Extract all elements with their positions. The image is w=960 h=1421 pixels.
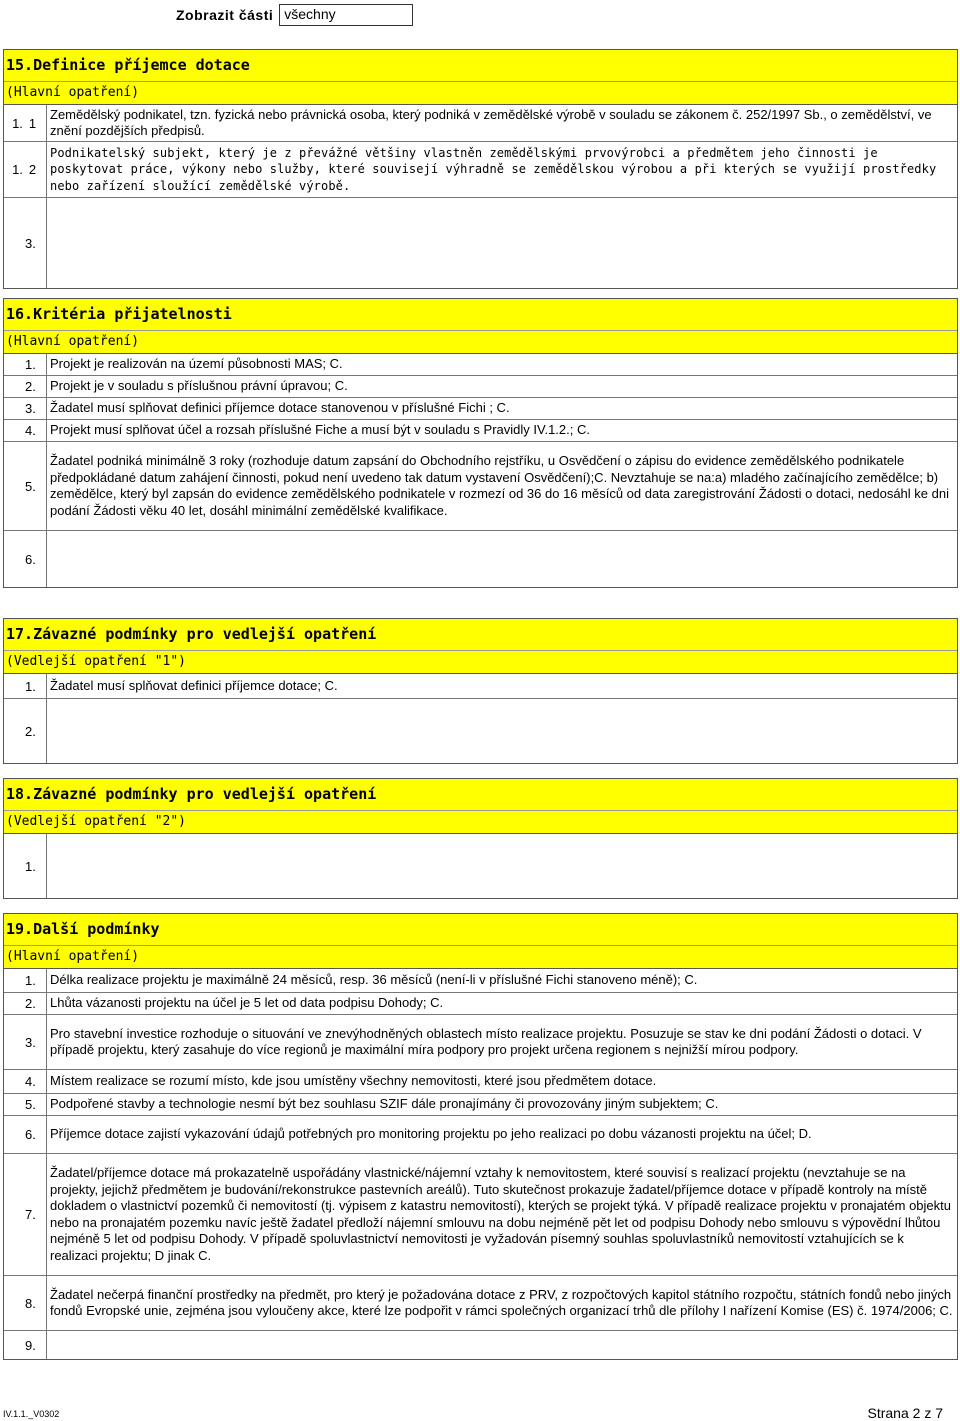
filter-bar <box>176 3 413 27</box>
row-number: 6. <box>25 1127 36 1142</box>
table-row <box>4 993 957 1015</box>
table-row <box>4 969 957 993</box>
row-number: 1. 1 <box>12 115 37 131</box>
row-number: 3. <box>25 1034 36 1050</box>
table-row <box>4 1070 957 1094</box>
row-text <box>46 834 957 898</box>
section-header <box>4 619 957 674</box>
filter-label: Zobrazit části <box>176 7 274 23</box>
footer-code: IV.1.1._V0302 <box>3 1409 60 1419</box>
section-header <box>4 50 957 105</box>
row-number: 3. <box>25 401 36 416</box>
row-text: Projekt je realizován na území působnosti MAS; C. <box>46 354 957 375</box>
row-number: 4. <box>25 1074 36 1089</box>
row-text: Podnikatelský subjekt, který je z převážné většiny vlastněn zemědělskými prvovýrobci a předmětem jeho činnosti je poskytovat práce, výkony nebo služby, které souvisejí výhradně se zemědělskou výrobou a při kterých se využijí prostředky nebo zařízení sloužící zemědělské výrobě. <box>46 142 957 197</box>
row-text: Příjemce dotace zajistí vykazování údajů potřebných pro monitoring projektu po jeho realizaci po dobu vázanosti projektu na účel; D. <box>46 1116 957 1153</box>
table-row <box>4 699 957 763</box>
row-text: Zemědělský podnikatel, tzn. fyzická nebo právnická osoba, který podniká v zemědělské výrobě v souladu se zákonem č. 252/1997 Sb., o zemědělství, ve znění pozdějších předpisů. <box>46 105 957 141</box>
section-17 <box>3 618 958 764</box>
row-text: Žadatel musí splňovat definici příjemce dotace stanovenou v příslušné Fichi ; C. <box>46 398 957 419</box>
section-18 <box>3 778 958 899</box>
row-number: 1. <box>25 357 36 372</box>
section-header <box>4 914 957 969</box>
section-19 <box>3 913 958 1360</box>
row-number: 2. <box>25 996 36 1011</box>
row-text: Lhůta vázanosti projektu na účel je 5 let od data podpisu Dohody; C. <box>46 993 957 1014</box>
section-subtitle: (Vedlejší opatření "1") <box>6 654 187 669</box>
row-number: 5. <box>25 1097 36 1112</box>
table-row <box>4 354 957 376</box>
table-row <box>4 398 957 420</box>
table-row <box>4 1331 957 1359</box>
row-number: 5. <box>25 478 36 494</box>
row-text <box>46 699 957 763</box>
section-subtitle: (Hlavní opatření) <box>6 334 140 349</box>
row-text: Délka realizace projektu je maximálně 24 měsíců, resp. 36 měsíců (není-li v příslušné Fichi stanoveno méně); C. <box>46 969 957 992</box>
table-row <box>4 1154 957 1276</box>
section-subtitle: (Hlavní opatření) <box>6 85 140 100</box>
section-subtitle: (Vedlejší opatření "2") <box>6 814 187 829</box>
row-number: 1. 2 <box>12 162 37 177</box>
row-text: Projekt musí splňovat účel a rozsah příslušné Fiche a musí být v souladu s Pravidly IV.1.2.; C. <box>46 420 957 441</box>
section-title: 17.Závazné podmínky pro vedlejší opatření <box>4 619 957 651</box>
table-row <box>4 1094 957 1116</box>
row-number: 9. <box>25 1337 36 1353</box>
table-row <box>4 420 957 442</box>
table-row <box>4 834 957 898</box>
row-text <box>46 531 957 587</box>
row-number: 7. <box>25 1207 36 1222</box>
table-row <box>4 531 957 587</box>
row-text: Podpořené stavby a technologie nesmí být bez souhlasu SZIF dále pronajímány či provozovány jiným subjektem; C. <box>46 1094 957 1115</box>
row-text: Pro stavební investice rozhoduje o situování ve znevýhodněných oblastech místo realizace projektu. Posuzuje se stav ke dni podání Žádosti o dotaci. V případě projektu, který zasahuje do více regionů je maximální míra podpory pro projekt určena regionem s nejnižší mírou podpory. <box>46 1015 957 1069</box>
section-header <box>4 779 957 834</box>
table-row <box>4 142 957 198</box>
row-text: Místem realizace se rozumí místo, kde jsou umístěny všechny nemovitosti, které jsou předmětem dotace. <box>46 1070 957 1093</box>
row-text <box>46 1331 957 1359</box>
section-title: 19.Další podmínky <box>4 914 957 946</box>
section-title: 16.Kritéria přijatelnosti <box>4 299 957 331</box>
row-text: Žadatel/příjemce dotace má prokazatelně uspořádány vlastnické/nájemní vztahy k nemovitostem, které souvisí s realizací projektu (nevztahuje se na projekty, jejichž předmětem je budování/rekonstrukce pastevních areálů). Tuto skutečnost prokazuje žadatel/příjemce dotace v případě kontroly na místě dokladem o vlastnictví pozemků či nemovitostí (tj. výpisem z katastru nemovitostí), kterých se projekt týká. V případě realizace projektu v pronajatém objektu nebo na pronajatém pozemku navíc ještě žadatel předloží nájemní smlouvu na dobu nejméně pět let od podpisu Dohody nebo smlouvu s výpovědní lhůtou nejméně 5 let od podpisu Dohody. V případě spoluvlastnictví nemovitosti je vyžadován písemný souhlas spoluvlastníků nemovitostí vztahujících se k realizaci projektu; D jinak C. <box>46 1154 957 1275</box>
row-text: Žadatel podniká minimálně 3 roky (rozhoduje datum zapsání do Obchodního rejstříku, u Osvědčení o zápisu do evidence zemědělského podnikatele předpokládané datum zahájení činnosti, pokud není uvedeno tak datum vystavení Osvědčení);C. Nevztahuje se na:a) mladého začínajícího zemědělce; b) zemědělce, který byl zapsán do evidence zemědělského podnikatele v rozmezí od 36 do 16 měsíců od data zaregistrování Žádosti o dotaci, nedosáhl ke dni podání Žádosti věku 40 let, dosáhl minimální zemědělské kvalifikace. <box>46 442 957 530</box>
row-number: 3. <box>25 235 36 251</box>
row-number: 2. <box>25 379 36 394</box>
filter-select[interactable]: všechny <box>279 4 413 26</box>
section-title: 15.Definice příjemce dotace <box>4 50 957 82</box>
table-row <box>4 376 957 398</box>
row-text <box>46 198 957 288</box>
row-text: Projekt je v souladu s příslušnou právní úpravou; C. <box>46 376 957 397</box>
section-16 <box>3 298 958 588</box>
section-header <box>4 299 957 354</box>
row-number: 4. <box>25 423 36 438</box>
row-number: 1. <box>25 973 36 988</box>
table-row <box>4 105 957 142</box>
row-number: 2. <box>25 723 36 739</box>
row-number: 8. <box>25 1295 36 1311</box>
table-row <box>4 1276 957 1331</box>
page-number: Strana 2 z 7 <box>867 1405 943 1421</box>
table-row <box>4 1116 957 1154</box>
row-number: 1. <box>25 678 36 694</box>
table-row <box>4 1015 957 1070</box>
table-row <box>4 442 957 531</box>
row-text: Žadatel musí splňovat definici příjemce dotace; C. <box>46 674 957 698</box>
table-row <box>4 198 957 288</box>
section-15 <box>3 49 958 289</box>
row-number: 1. <box>25 858 36 874</box>
section-title: 18.Závazné podmínky pro vedlejší opatření <box>4 779 957 811</box>
row-number: 6. <box>25 551 36 567</box>
row-text: Žadatel nečerpá finanční prostředky na předmět, pro který je požadována dotace z PRV, z rozpočtových kapitol státního rozpočtu, státních fondů nebo jiných fondů Evropské unie, zejména jsou vyloučeny akce, které lze podpořit v rámci společných organizací trhů dle přílohy I nařízení Komise (ES) č. 1974/2006; C. <box>46 1276 957 1330</box>
table-row <box>4 674 957 699</box>
section-subtitle: (Hlavní opatření) <box>6 949 140 964</box>
